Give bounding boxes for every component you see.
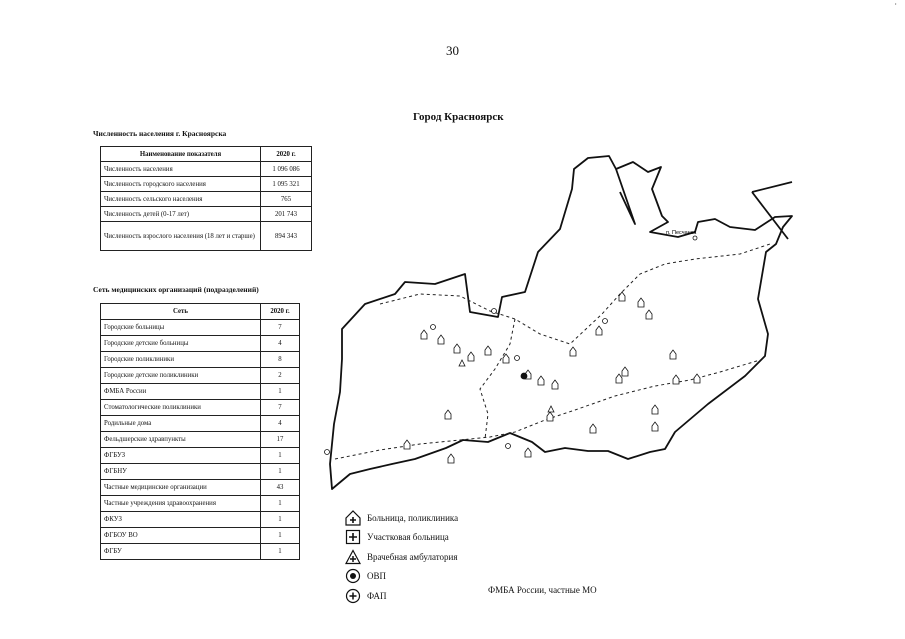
network-table [100,303,300,560]
city-boundary [330,156,792,489]
place-label: п. Песчанка [666,230,697,236]
facility-ovp-icon [431,325,436,330]
legend-label: ОВП [367,571,387,582]
table-row [101,336,300,352]
legend-item [345,547,458,567]
row-label: ФГБНУ [101,464,261,480]
facility-hospital-icon [404,440,410,449]
row-value: 1 [261,512,300,528]
legend-item [345,508,458,528]
facility-fmba-icon [521,373,527,379]
row-label: ФКУЗ [101,512,261,528]
row-value: 1 [261,544,300,560]
hospital-house-icon [345,510,361,526]
row-label: Численность населения [101,162,261,177]
city-map [320,134,820,514]
row-value: 17 [261,432,300,448]
facility-hospital-icon [622,367,628,376]
row-value: 894 343 [261,222,312,251]
legend-item [345,586,458,606]
facility-hospital-icon [652,422,658,431]
ambulatory-triangle-icon [345,549,361,565]
column-header: Наименование показателя [101,147,261,162]
table-row [101,368,300,384]
facility-hospital-icon [445,410,451,419]
row-label: Численность городского населения [101,177,261,192]
row-label: Родильные дома [101,416,261,432]
facility-hospital-icon [652,405,658,414]
row-label: ФГБОУ ВО [101,528,261,544]
table-row [101,432,300,448]
row-value: 1 [261,464,300,480]
ovp-circle-icon [345,568,361,584]
corner-mark: · [894,0,897,9]
legend-label: Врачебная амбулатория [367,551,458,562]
row-value: 1 [261,384,300,400]
table-row [101,448,300,464]
row-label: Частные учреждения здравоохранения [101,496,261,512]
legend-label: Больница, поликлиника [367,512,459,523]
table-row [101,416,300,432]
legend-label: ФАП [367,590,387,601]
fap-circle-icon [345,588,361,604]
table-row [101,480,300,496]
table-row [101,177,312,192]
facility-hospital-icon [547,412,553,421]
facility-hospital-icon [468,352,474,361]
facility-ambulatory-icon [548,406,554,412]
table-row [101,352,300,368]
facility-hospital-icon [570,347,576,356]
row-label: ФМБА России [101,384,261,400]
facility-hospital-icon [503,354,509,363]
facility-hospital-icon [596,326,602,335]
facility-ovp-icon [515,356,520,361]
table-row [101,400,300,416]
table-row [101,512,300,528]
facility-hospital-icon [552,380,558,389]
row-value: 1 096 086 [261,162,312,177]
row-value: 2 [261,368,300,384]
row-value: 8 [261,352,300,368]
table-row [101,192,312,207]
table-row [101,162,312,177]
settlement-dot [693,236,697,240]
road-line [752,182,792,192]
table-row [101,544,300,560]
row-value: 201 743 [261,207,312,222]
facility-hospital-icon [694,374,700,383]
row-value: 1 095 321 [261,177,312,192]
row-label: ФГБУЗ [101,448,261,464]
legend-label: Участковая больница [367,532,449,543]
row-label: Численность сельского населения [101,192,261,207]
row-label: Стоматологические поликлиники [101,400,261,416]
city-boundary-north [616,169,635,224]
row-label: Численность детей (0-17 лет) [101,207,261,222]
row-label: Городские больницы [101,320,261,336]
facility-hospital-icon [485,346,491,355]
legend-item [345,528,458,548]
table-header-row [101,304,300,320]
district-line [480,319,515,439]
facility-hospital-icon [525,448,531,457]
row-value: 1 [261,496,300,512]
table-row [101,464,300,480]
table-row [101,528,300,544]
row-label: Городские детские поликлиники [101,368,261,384]
district-line [380,244,770,344]
facility-hospital-icon [616,374,622,383]
table-row [101,496,300,512]
facility-ovp-icon [506,444,511,449]
facility-hospital-icon [619,292,625,301]
row-label: Городские поликлиники [101,352,261,368]
column-header: 2020 г. [261,147,312,162]
population-table [100,146,312,251]
facility-hospital-icon [590,424,596,433]
row-label: Городские детские больницы [101,336,261,352]
row-label: ФГБУ [101,544,261,560]
column-header: Сеть [101,304,261,320]
facility-hospital-icon [538,376,544,385]
page-number: 30 [446,43,459,58]
map-legend [345,508,458,606]
table-header-row [101,147,312,162]
population-caption: Численность населения г. Красноярска [93,129,227,138]
facility-hospital-icon [638,298,644,307]
facility-hospital-icon [454,344,460,353]
road-line [752,192,788,239]
facility-hospital-icon [646,310,652,319]
facility-hospital-icon [670,350,676,359]
column-header: 2020 г. [261,304,300,320]
row-value: 765 [261,192,312,207]
row-value: 4 [261,336,300,352]
facility-ovp-icon [603,319,608,324]
row-value: 43 [261,480,300,496]
facility-ovp-icon [325,450,330,455]
facility-hospital-icon [421,330,427,339]
row-value: 7 [261,320,300,336]
legend-item [345,567,458,587]
facility-ambulatory-icon [459,360,465,366]
row-value: 4 [261,416,300,432]
network-caption: Сеть медицинских организаций (подразделений) [93,285,259,294]
page-title: Город Красноярск [413,111,504,123]
district-hospital-icon [345,529,361,545]
row-label: Частные медицинские организации [101,480,261,496]
facility-hospital-icon [438,335,444,344]
table-row [101,222,312,251]
fmba-private-note: ФМБА России, частные МО [488,585,597,595]
row-label: Фельдшерские здравпункты [101,432,261,448]
row-value: 1 [261,448,300,464]
table-row [101,320,300,336]
facility-hospital-icon [448,454,454,463]
row-value: 7 [261,400,300,416]
table-row [101,207,312,222]
facility-hospital-icon [673,375,679,384]
row-label: Численность взрослого населения (18 лет и старше) [101,222,261,251]
facility-ovp-icon [492,309,497,314]
table-row [101,384,300,400]
row-value: 1 [261,528,300,544]
